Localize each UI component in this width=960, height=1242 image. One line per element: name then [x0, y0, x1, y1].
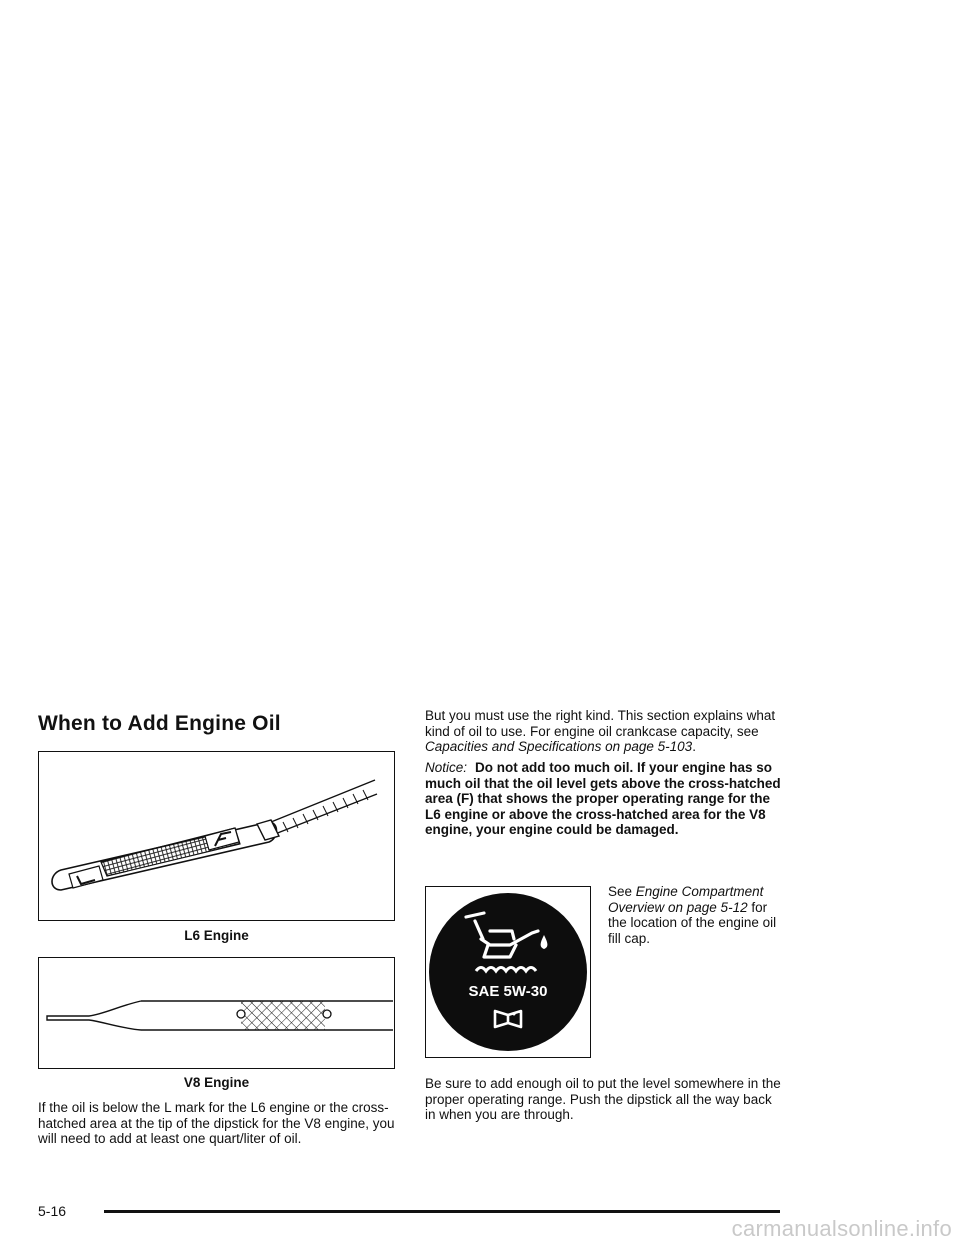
see-suffix: for the location of the engine oil fill cap.	[608, 899, 777, 946]
kind-text: But you must use the right kind. This section explains what kind of oil to use. For engine oil crankcase capacity, see	[425, 708, 776, 739]
section-title: When to Add Engine Oil	[38, 712, 281, 735]
l6-dipstick-figure	[38, 751, 395, 921]
notice-label: Notice:	[425, 760, 468, 775]
v8-dipstick-figure	[38, 957, 395, 1069]
oil-spec-label: SAE 5W-30	[468, 983, 548, 1000]
kind-end: .	[692, 739, 696, 754]
l6-caption: L6 Engine	[184, 928, 249, 943]
see-prefix: See	[608, 884, 636, 899]
footer-rule	[104, 1210, 780, 1213]
engine-compartment-link[interactable]: Engine Compartment Overview on page 5-12	[608, 884, 764, 915]
capacities-link[interactable]: Capacities and Specifications on page 5-103	[425, 739, 693, 754]
notice-paragraph	[425, 760, 781, 838]
v8-dipstick-illustration	[39, 958, 393, 1067]
page-number: 5-16	[38, 1203, 67, 1219]
v8-caption: V8 Engine	[183, 1075, 250, 1090]
oil-cap-illustration	[426, 887, 589, 1056]
left-paragraph: If the oil is below the L mark for the L6 engine or the cross-hatched area at the tip of the dipstick for the V8 engine, you will need to add at least one quart/liter of oil.	[38, 1100, 395, 1146]
right-paragraph-kind	[425, 708, 781, 755]
see-paragraph	[608, 884, 780, 946]
l6-dipstick-illustration	[39, 752, 393, 919]
watermark: carmanualsonline.info	[731, 1216, 952, 1241]
final-paragraph: Be sure to add enough oil to put the level somewhere in the proper operating range. Push the dipstick all the way back in when you are through.	[425, 1076, 781, 1122]
oil-cap-figure	[425, 886, 591, 1058]
notice-text: Do not add too much oil. If your engine has so much oil that the oil level gets above the cross-hatched area (F) that shows the proper operating range for the L6 engine or above the cross-hatched area for the V8 engine, your engine could be damaged.	[425, 760, 781, 837]
